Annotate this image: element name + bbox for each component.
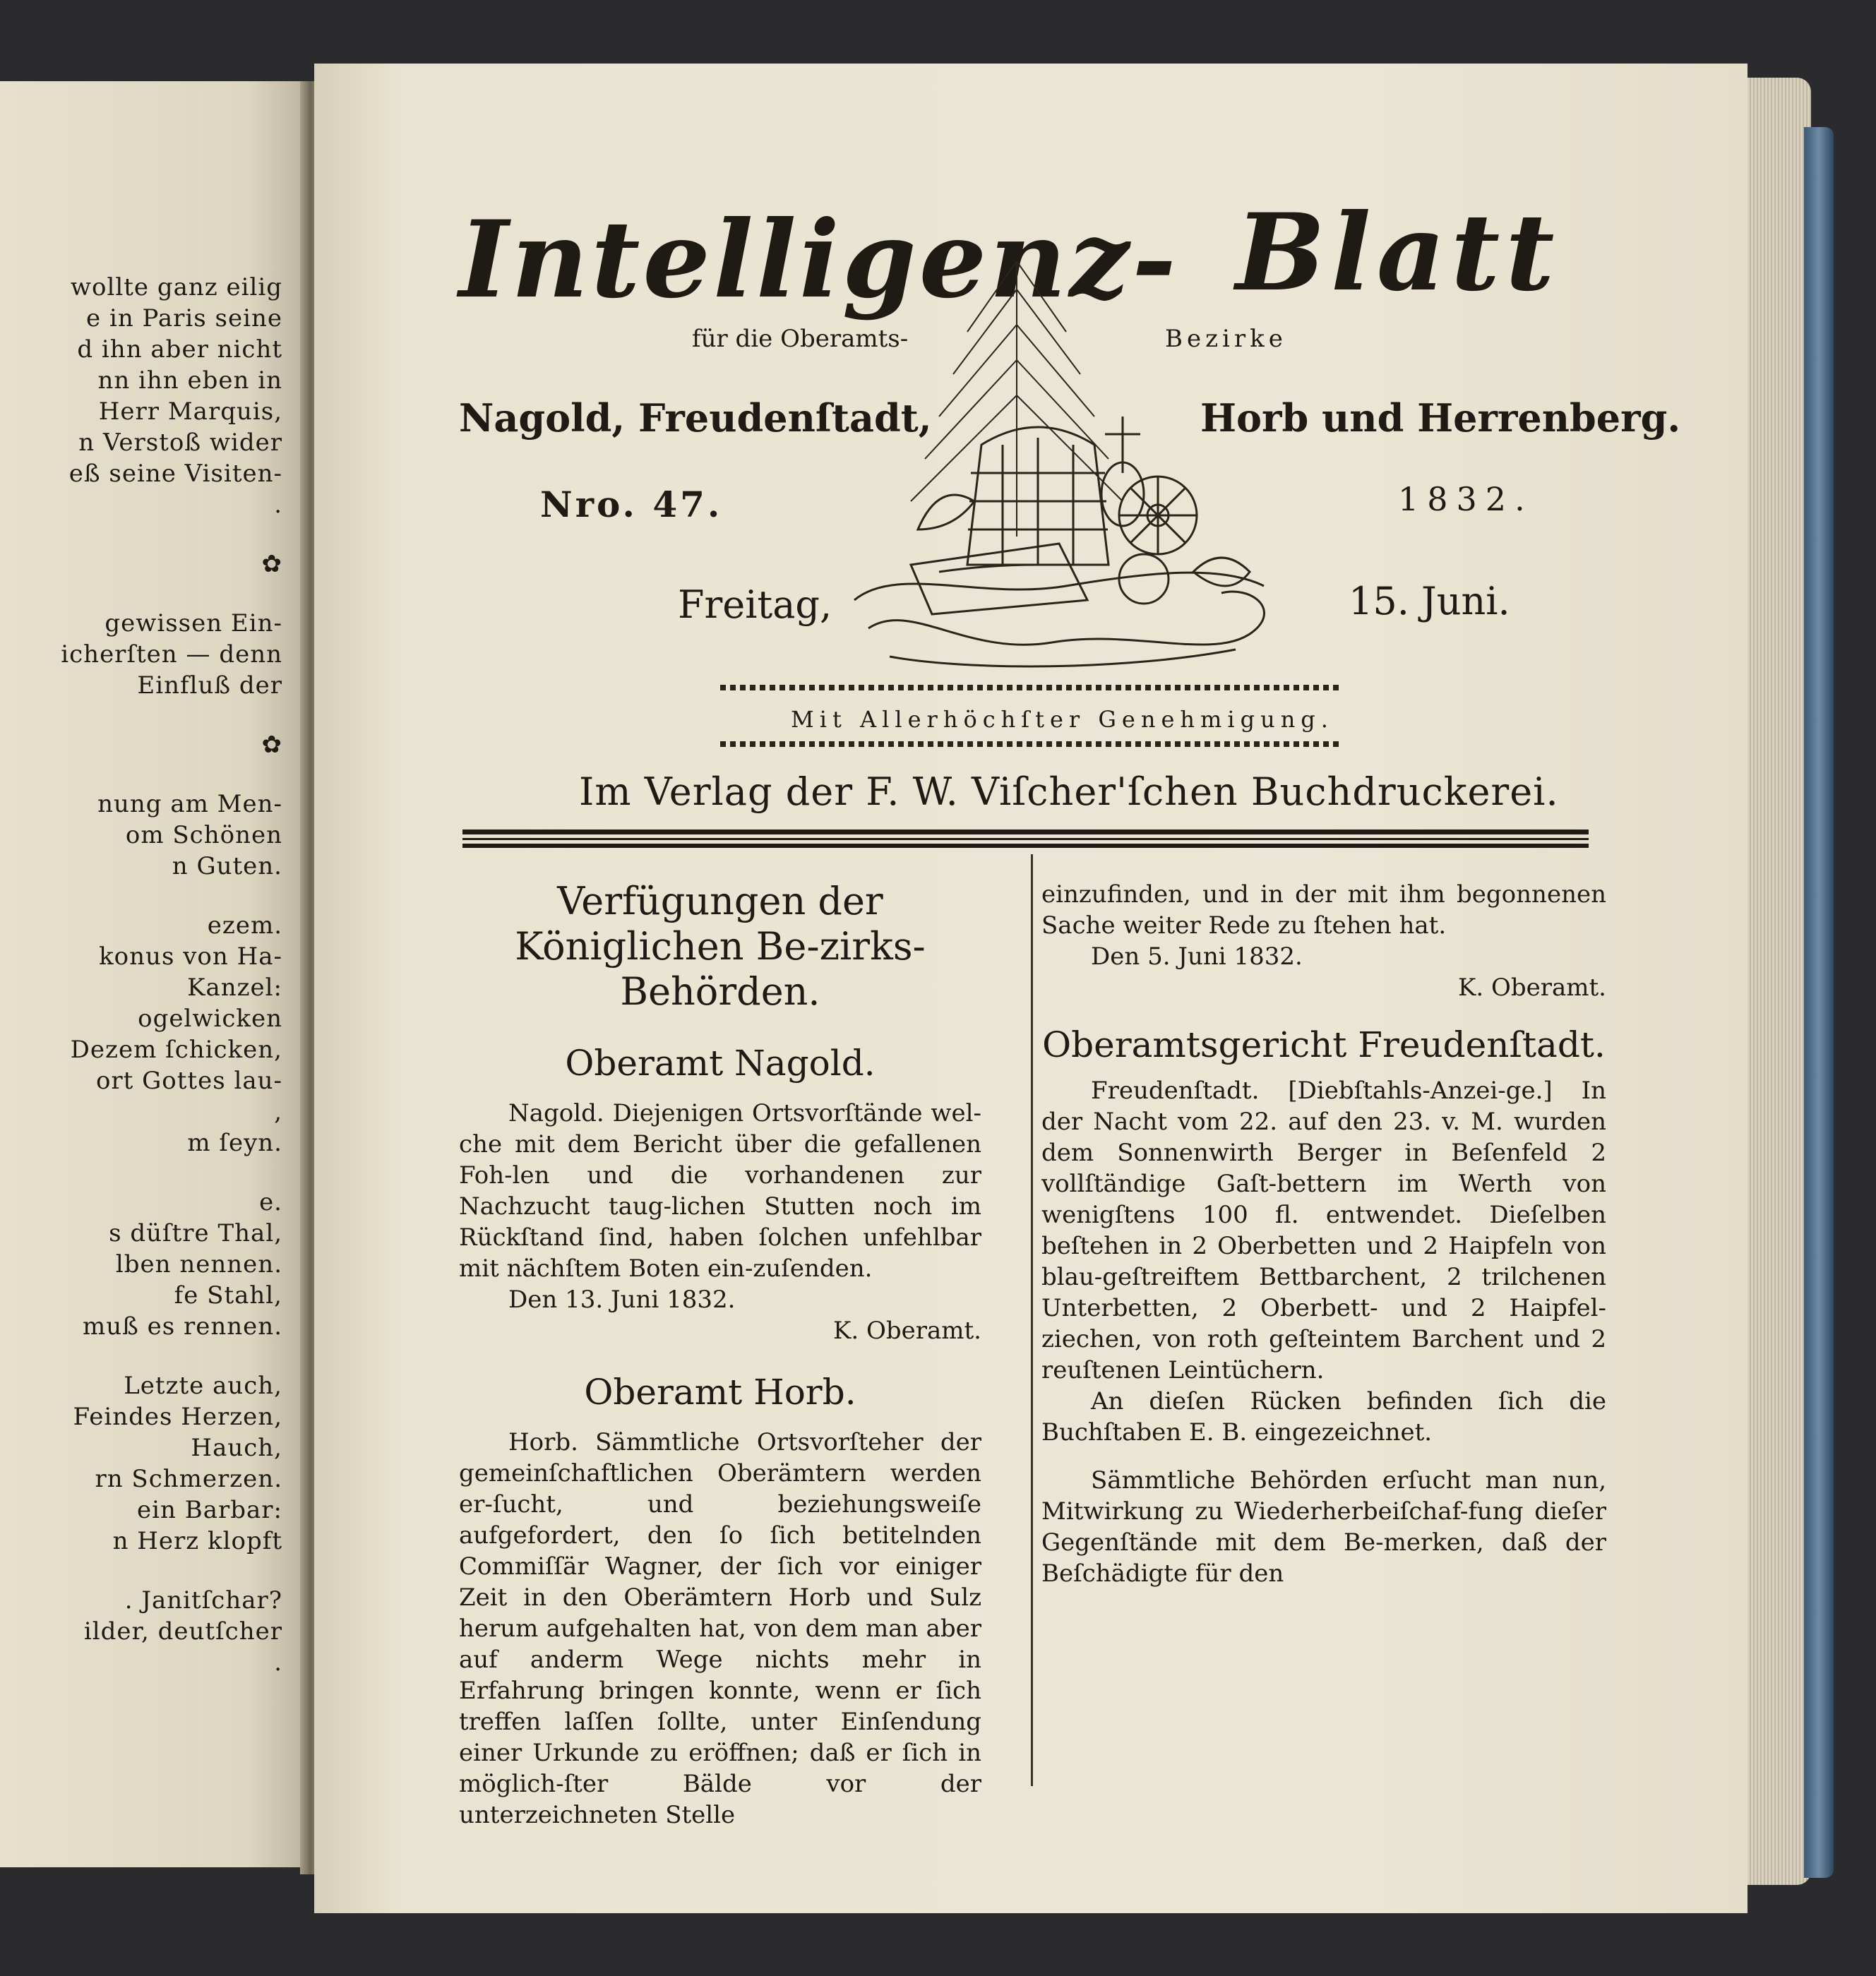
notice-freudenstadt-marks: An dieſen Rücken befinden ſich die Buchſtaben E. B. eingezeichnet. (1041, 1387, 1606, 1447)
notice-horb-signature: K. Oberamt. (1457, 974, 1606, 1002)
left-page-line: eß seine Visiten- (68, 460, 282, 488)
notice-nagold-signature: K. Oberamt. (832, 1317, 981, 1345)
left-page (0, 81, 311, 1867)
notice-nagold: Nagold. Diejenigen Ortsvorſtände wel-che mit dem Bericht über die gefallenen Foh-len und die vorhandenen zur Nachzucht taug-lichen Stutten noch im Rückſtand ſind, haben ſolchen unfehlbar mit nächſtem Boten ein-zuſenden. (459, 1099, 981, 1283)
left-page-line: muß es rennen. (82, 1312, 282, 1341)
issue-weekday: Freitag, (678, 582, 832, 627)
left-page-gap (0, 520, 282, 549)
left-page-line: nn ihn eben in (97, 366, 282, 395)
left-page-line: . (274, 1648, 282, 1677)
right-column (1041, 879, 1606, 1589)
masthead-places-right: Horb und Herrenberg. (1200, 395, 1681, 441)
left-page-line: Kanzel: (187, 974, 282, 1002)
issue-number: Nro. 47. (540, 484, 723, 525)
heading-oberamtsgericht-freudenstadt: Oberamtsgericht Freudenſtadt. (1042, 1024, 1606, 1065)
left-page-line: lben nennen. (115, 1250, 282, 1279)
approval-rule-top (720, 685, 1342, 690)
left-page-line: Dezem ſchicken, (70, 1036, 282, 1064)
page-edges (1744, 78, 1811, 1885)
approval-rule-bottom (720, 741, 1342, 747)
left-page-line: ogelwicken (138, 1005, 282, 1033)
left-page-line: nung am Men- (97, 790, 282, 818)
left-page-line: gewissen Ein- (104, 609, 282, 637)
left-page-line: Einfluß der (137, 671, 282, 700)
masthead-title-left: Intelligenz- (459, 198, 1179, 322)
left-page-line: n Verstoß wider (78, 429, 282, 457)
left-page-line: e. (259, 1188, 282, 1216)
left-page-line: ✿ (261, 731, 282, 759)
left-page-line: Feindes Herzen, (73, 1403, 282, 1431)
left-page-line: konus von Ha- (99, 942, 282, 971)
book-cover (1804, 127, 1834, 1878)
left-page-line: e in Paris seine (86, 304, 282, 333)
left-page-line: ort Gottes lau- (95, 1067, 282, 1095)
left-page-line: , (274, 1098, 282, 1126)
left-page-line: Letzte auch, (124, 1372, 282, 1400)
left-page-line: icherſten — denn (61, 640, 282, 669)
left-page-gap (0, 580, 282, 608)
notice-freudenstadt-theft: Freudenſtadt. [Diebſtahls-Anzei-ge.] In der Nacht vom 22. auf den 23. v. M. wurden dem Sonnenwirth Berger in Beſenfeld 2 vollſtändige Gaſt-bettern im Werth von wenigſtens 100 fl. entwendet. Dieſelben beſtehen in 2 Oberbetten und 2 Haipfeln von blau-geſtreiftem Bettbarchent, 2 trilchenen Unterbetten, 2 Oberbett- und 2 Haipfel-ziechen, von roth geſteintem Barchent und 2 reuſtenen Leintüchern. (1041, 1077, 1606, 1384)
left-column (459, 879, 981, 1831)
left-page-line: n Guten. (172, 852, 282, 880)
masthead-double-rule (462, 830, 1589, 848)
left-page-line: ein Barbar: (137, 1496, 282, 1524)
left-page-line: om Schönen (125, 821, 282, 849)
left-page-line: m ſeyn. (187, 1129, 282, 1157)
left-page-line: rn Schmerzen. (95, 1465, 282, 1493)
column-divider (1031, 854, 1033, 1786)
left-page-line: . Janitſchar? (124, 1586, 282, 1615)
left-page-gap (0, 701, 282, 729)
section-title: Verfügungen der Königlichen Be-zirks-Behörden. (515, 879, 926, 1014)
masthead (438, 148, 1681, 847)
issue-date: 15. Juni. (1349, 579, 1510, 623)
approval-line: Mit Allerhöchſter Genehmigung. (791, 706, 1334, 733)
publisher-line: Im Verlag der F. W. Viſcher'ſchen Buchdruckerei. (579, 770, 1559, 814)
left-page-gap (0, 1158, 282, 1187)
left-page-gap (0, 760, 282, 789)
left-page-line: Herr Marquis, (98, 397, 282, 426)
heading-oberamt-nagold: Oberamt Nagold. (565, 1043, 876, 1084)
left-page-gap (0, 882, 282, 910)
notice-freudenstadt-request: Sämmtliche Behörden erſucht man nun, Mitwirkung zu Wiederherbeiſchaf-fung dieſer Gegenſtände mit dem Be-merken, daß der Beſchädigte für den (1041, 1466, 1606, 1588)
left-page-line: ilder, deutſcher (83, 1617, 282, 1646)
left-page-line: Hauch, (191, 1434, 282, 1462)
issue-year: 1832. (1398, 480, 1534, 518)
masthead-vignette (826, 233, 1285, 671)
open-book (0, 42, 1836, 1963)
left-page-line: ezem. (207, 911, 282, 940)
masthead-places-left: Nagold, Freudenſtadt, (459, 395, 932, 441)
masthead-subtitle-left: für die Oberamts- (692, 325, 909, 353)
left-page-gap (0, 1557, 282, 1585)
left-page-line: ✿ (261, 550, 282, 578)
notice-horb-date: Den 5. Juni 1832. (1091, 942, 1303, 971)
left-page-line: fe Stahl, (174, 1281, 282, 1310)
masthead-subtitle-right: Bezirke (1165, 325, 1287, 353)
heading-oberamt-horb: Oberamt Horb. (584, 1372, 856, 1413)
left-page-line: wollte ganz eilig (70, 273, 282, 301)
left-page-line: d ihn aber nicht (77, 335, 282, 364)
notice-horb: Horb. Sämmtliche Ortsvorſteher der gemeinſchaftlichen Oberämtern werden er-ſucht, und beziehungsweiſe aufgefordert, den ſo ſich betitelnden Commiſſär Wagner, der ſich vor einiger Zeit in den Oberämtern Horb und Sulz herum aufgehalten hat, von dem man aber auf anderm Wege nichts mehr in Erfahrung bringen konnte, wenn er ſich treffen laſſen ſollte, unter Einſendung einer Urkunde zu eröffnen; daß er ſich in möglich-ſter Bälde vor der unterzeichneten Stelle (459, 1428, 981, 1829)
left-page-line: s düſtre Thal, (109, 1219, 282, 1247)
left-page-line: n Herz klopft (112, 1527, 282, 1555)
masthead-title-right: Blatt (1236, 191, 1560, 315)
left-page-text (0, 272, 282, 1678)
notice-nagold-date: Den 13. Juni 1832. (508, 1286, 736, 1314)
notice-horb-continued: einzufinden, und in der mit ihm begonnenen Sache weiter Rede zu ſtehen hat. (1041, 880, 1606, 940)
left-page-gap (0, 1342, 282, 1370)
left-page-line: . (274, 491, 282, 519)
